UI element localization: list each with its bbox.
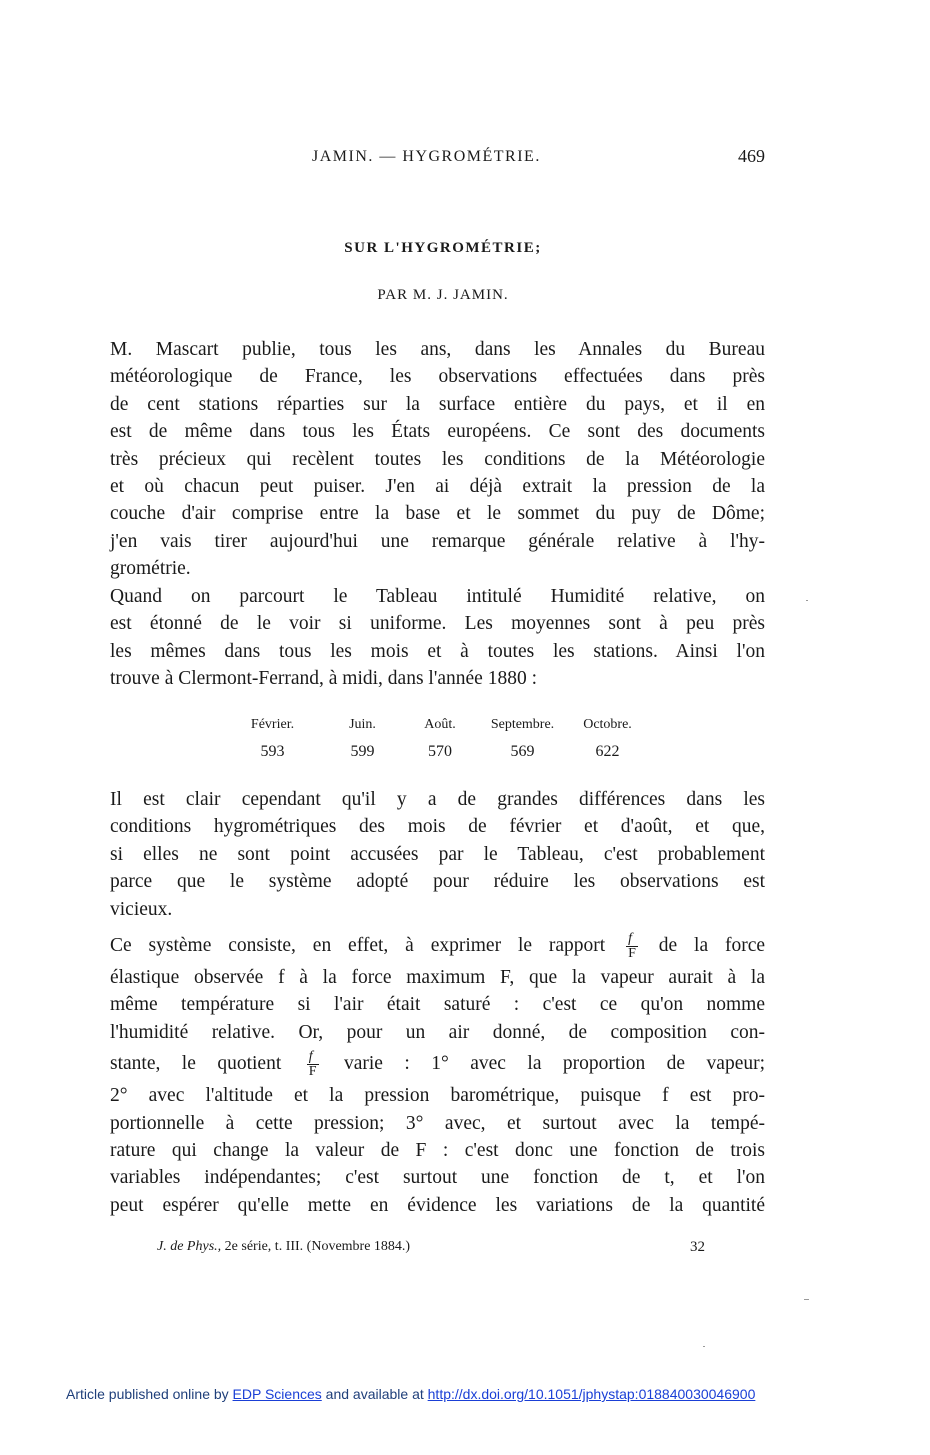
publisher-prefix: Article published online by: [66, 1386, 229, 1402]
text-line: conditions hygrométriques des mois de février et d'août, et que,: [110, 816, 765, 838]
scan-speck: [804, 1299, 809, 1300]
text-span: stante, le quotient: [110, 1053, 282, 1075]
article-title: SUR L'HYGROMÉTRIE;: [344, 240, 542, 256]
text-line: portionnelle à cette pression; 3° avec, et surtout avec la tempé-: [110, 1112, 765, 1134]
journal-reference: 2e série, t. III. (Novembre 1884.): [224, 1239, 411, 1254]
fraction-numerator: f: [626, 932, 638, 947]
table-cell: 593: [260, 743, 285, 760]
table-cell: 622: [595, 743, 620, 760]
page-number: 469: [738, 146, 765, 166]
paragraph-4: [110, 928, 765, 1219]
table-header: Février.: [250, 717, 295, 732]
running-head: JAMIN. — HYGROMÉTRIE.: [312, 148, 541, 165]
text-line: très précieux qui recèlent toutes les conditions de la Météorologie: [110, 448, 765, 470]
text-line: peut espérer qu'elle mette en évidence les variations de la quantité: [110, 1194, 765, 1216]
text-line: [110, 928, 765, 964]
fraction-denominator: F: [308, 1064, 317, 1080]
footer-reference: [157, 1239, 410, 1255]
table-cell: 570: [428, 743, 452, 760]
text-span: Ce système consiste, en effet, à exprimer le rapport: [110, 935, 606, 956]
text-line: même température si l'air était saturé : c'est ce qu'on nomme: [110, 994, 765, 1016]
text-line: élastique observée f à la force maximum F, que la vapeur aurait à la: [110, 967, 765, 988]
fraction-f-over-F: [626, 932, 638, 961]
text-line: est étonné de le voir si uniforme. Les moyennes sont à peu près: [110, 613, 765, 635]
table-header: Juin.: [349, 717, 376, 732]
text-line: grométrie.: [110, 558, 191, 580]
text-line: parce que le système adopté pour réduire les observations est: [110, 871, 765, 893]
fraction-f-over-F: [307, 1050, 319, 1079]
text-line: et où chacun peut puiser. J'en ai déjà extrait la pression de la: [110, 476, 765, 498]
text-span: varie : 1° avec la proportion de vapeur;: [343, 1053, 766, 1075]
paragraph-3: [110, 786, 765, 923]
journal-name: J. de Phys.,: [157, 1239, 222, 1254]
table-header: Octobre.: [583, 717, 632, 732]
table-header-row: [225, 715, 645, 735]
text-line: couche d'air comprise entre la base et le sommet du puy de Dôme;: [110, 503, 765, 525]
publisher-link[interactable]: EDP Sciences: [232, 1386, 322, 1402]
table-cell: 569: [510, 743, 535, 760]
doi-link[interactable]: http://dx.doi.org/10.1051/jphystap:018840030046900: [427, 1386, 756, 1402]
text-line: rature qui change la valeur de F : c'est donc une fonction de trois: [110, 1140, 765, 1162]
text-line: si elles ne sont point accusées par le Tableau, c'est probablement: [110, 843, 765, 865]
table-header: Septembre.: [490, 717, 555, 732]
text-line: [110, 1046, 765, 1082]
text-line: j'en vais tirer aujourd'hui une remarque générale relative à l'hy-: [110, 530, 765, 552]
text-line: Quand on parcourt le Tableau intitulé Humidité relative, on: [110, 586, 765, 607]
publisher-footer: [66, 1386, 755, 1402]
text-line: trouve à Clermont-Ferrand, à midi, dans l'année 1880 :: [110, 668, 537, 690]
text-line: 2° avec l'altitude et la pression barométrique, puisque f est pro-: [110, 1085, 765, 1107]
scan-speck: [703, 1346, 705, 1347]
fraction-denominator: F: [628, 946, 636, 962]
table-row: [225, 735, 645, 763]
humidity-table: [225, 715, 645, 763]
text-line: de cent stations réparties sur la surface entière du pays, et il en: [110, 393, 765, 415]
author-line: PAR M. J. JAMIN.: [377, 287, 509, 303]
sheet-number: 32: [690, 1239, 705, 1255]
fraction-numerator: f: [307, 1050, 319, 1065]
text-line: est de même dans tous les États européens. Ce sont des documents: [110, 421, 765, 443]
text-line: variables indépendantes; c'est surtout une fonction de t, et l'on: [110, 1167, 765, 1189]
text-line: vicieux.: [110, 898, 173, 920]
table-header: Août.: [424, 717, 456, 732]
table-cell: 599: [350, 743, 375, 760]
text-line: météorologique de France, les observations effectuées dans près: [110, 366, 765, 388]
text-line: Il est clair cependant qu'il y a de grandes différences dans les: [110, 789, 765, 810]
text-line: M. Mascart publie, tous les ans, dans les Annales du Bureau: [110, 339, 765, 360]
scan-speck: [806, 600, 808, 601]
paragraph-1: [110, 336, 765, 583]
text-span: de la force: [658, 935, 766, 956]
text-line: les mêmes dans tous les mois et à toutes les stations. Ainsi l'on: [110, 640, 765, 662]
paragraph-2: [110, 583, 765, 693]
publisher-middle: and available at: [325, 1386, 424, 1402]
text-line: l'humidité relative. Or, pour un air donné, de composition con-: [110, 1021, 765, 1043]
